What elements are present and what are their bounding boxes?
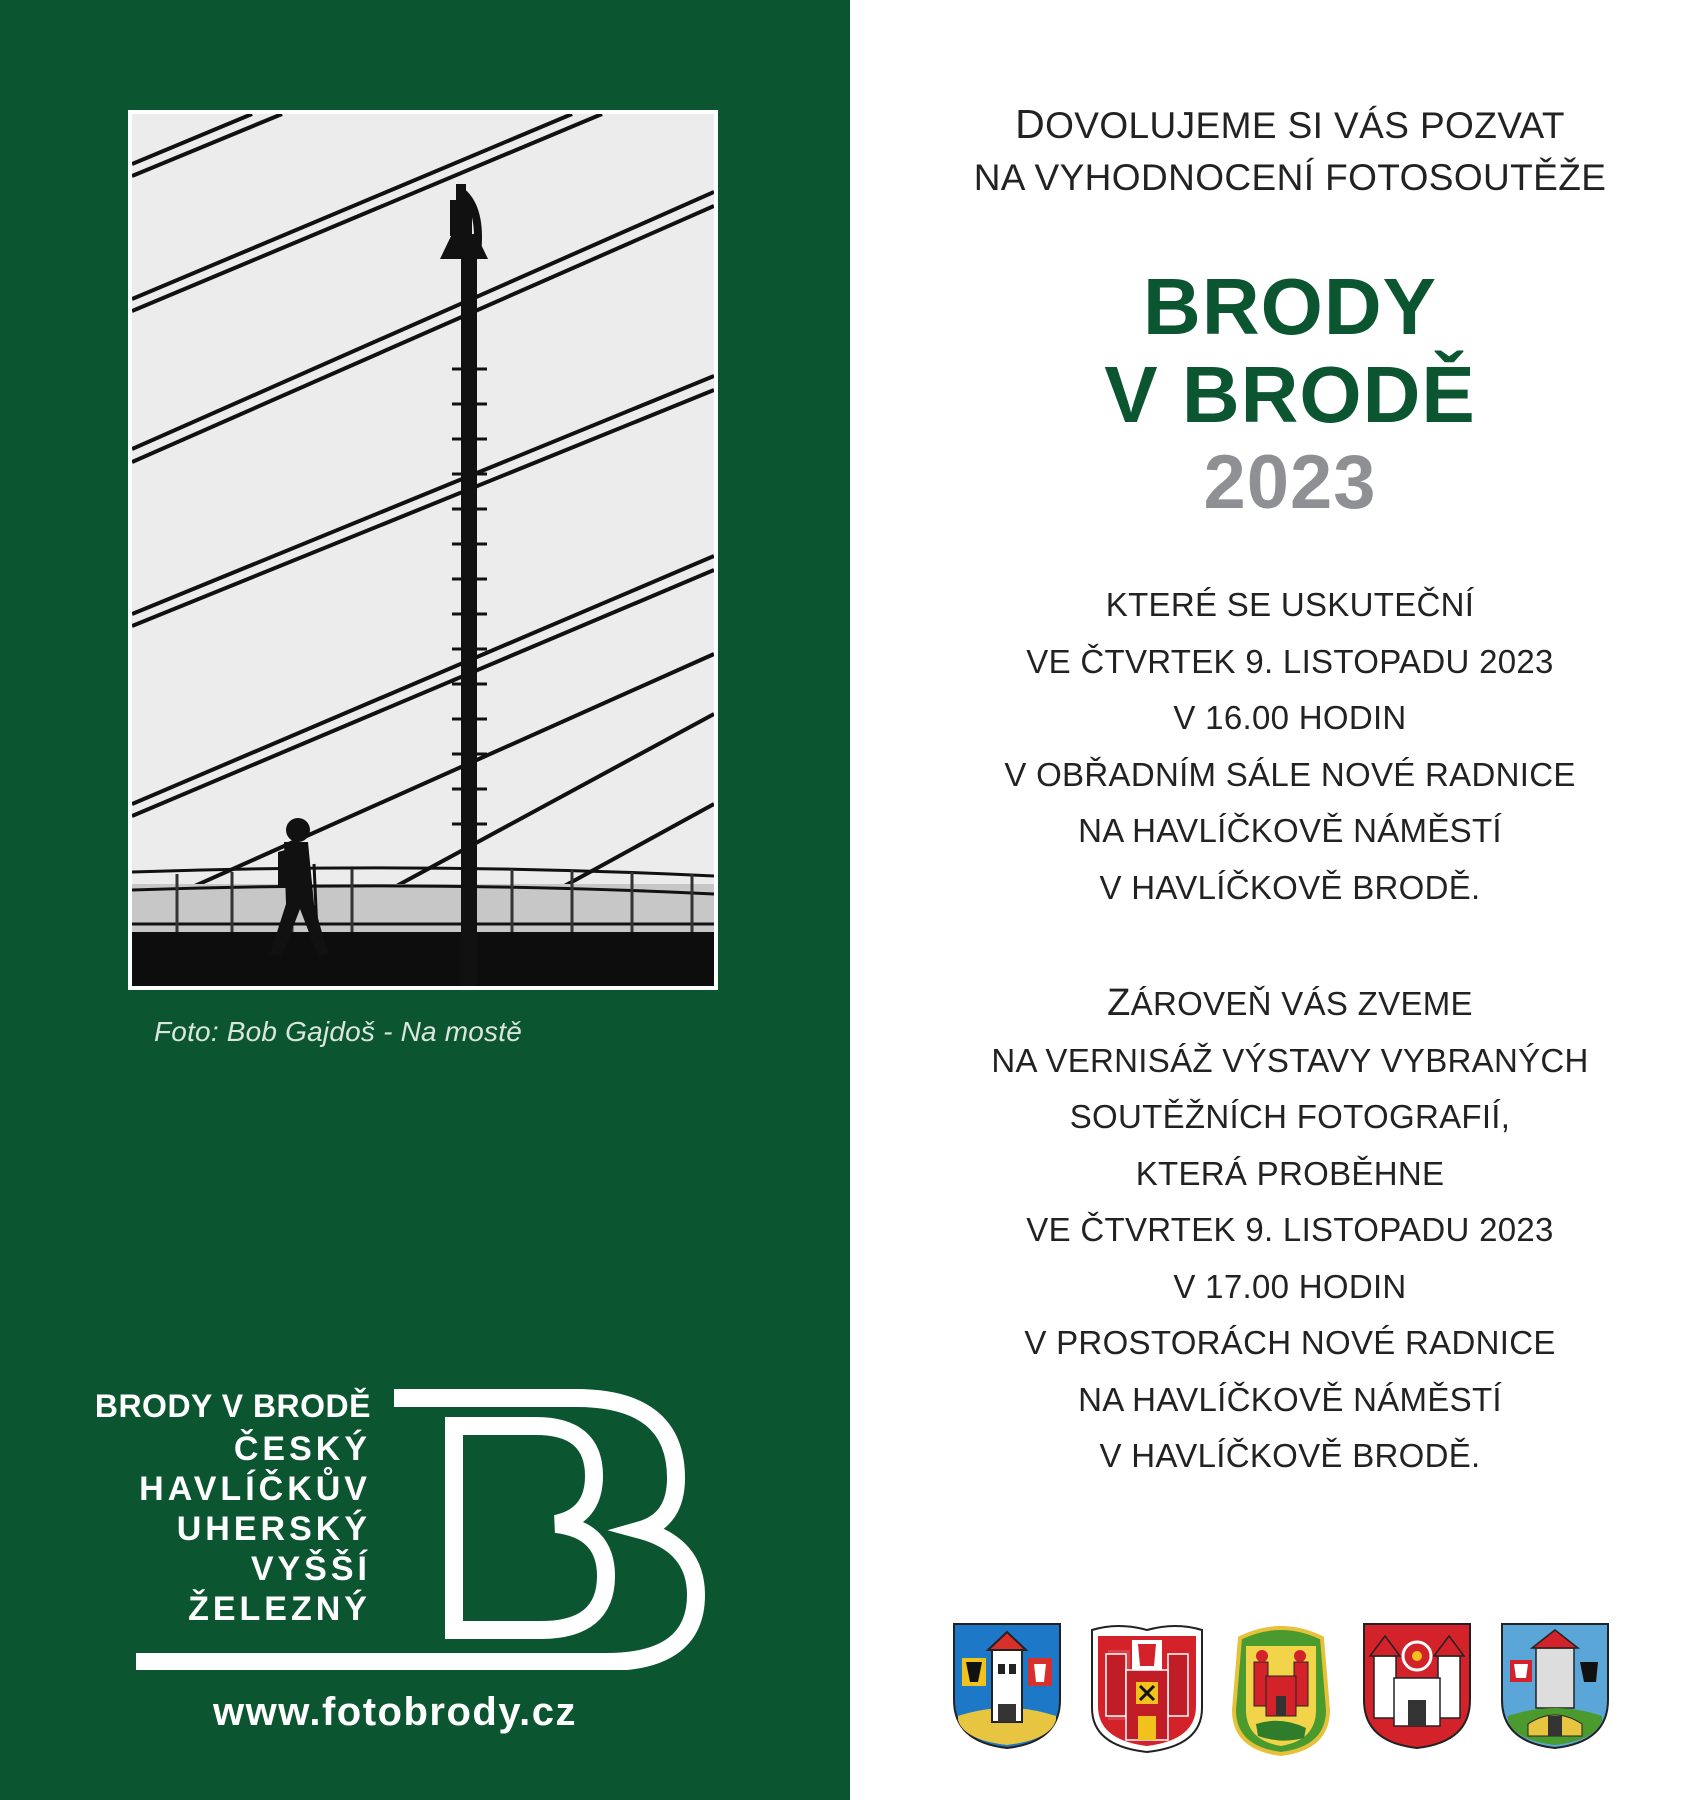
intro-line-1: DOVOLUJEME SI VÁS POZVAT — [1015, 101, 1565, 147]
detail-line: V OBŘADNÍM SÁLE NOVÉ RADNICE — [1004, 755, 1576, 793]
detail-line: VE ČTVRTEK 9. LISTOPADU 2023 — [1026, 1211, 1554, 1248]
logo-line-havlickuv: HAVLÍČKŮV — [139, 1470, 371, 1508]
invitation-intro — [850, 98, 1700, 204]
detail-line: NA HAVLÍČKOVĚ NÁMĚSTÍ — [1078, 1380, 1502, 1418]
logo-line-brody-v-brode: BRODY V BRODĚ — [94, 1388, 371, 1424]
logo-line-uhersky: UHERSKÝ — [176, 1510, 371, 1548]
detail-line: ZÁROVEŇ VÁS ZVEME — [1107, 982, 1473, 1024]
coat-of-arms-havlickuv-brod-icon — [1088, 1620, 1206, 1756]
detail-line: V HAVLÍČKOVĚ BRODĚ. — [1099, 868, 1481, 906]
coats-of-arms-row — [950, 1620, 1650, 1760]
detail-line: KTERÉ SE USKUTEČNÍ — [1105, 586, 1475, 623]
intro-line-2: NA VYHODNOCENÍ FOTOSOUTĚŽE — [973, 157, 1607, 198]
detail-line: KTERÁ PROBĚHNE — [1135, 1154, 1445, 1192]
event-year: 2023 — [1203, 440, 1377, 525]
logo-line-zelezny: ŽELEZNÝ — [188, 1590, 371, 1628]
coat-of-arms-uhersky-brod-icon — [1228, 1620, 1334, 1758]
detail-line: V 16.00 HODIN — [1173, 699, 1407, 736]
brody-v-brode-logo — [94, 1380, 736, 1670]
logo-line-vyssi: VYŠŠÍ — [250, 1550, 371, 1588]
event-title-line-2: V BRODĚ — [1104, 350, 1476, 439]
right-panel — [850, 0, 1700, 1800]
detail-line: V 17.00 HODIN — [1173, 1267, 1407, 1305]
detail-line: SOUTĚŽNÍCH FOTOGRAFIÍ, — [1069, 1098, 1511, 1135]
coat-of-arms-cesky-brod-icon — [950, 1620, 1064, 1752]
coat-of-arms-zelezny-brod-icon — [1498, 1620, 1612, 1752]
detail-line: V HAVLÍČKOVĚ BRODĚ. — [1099, 1437, 1481, 1474]
website-link[interactable]: www.fotobrody.cz — [213, 1690, 577, 1734]
event-details-vernissage — [850, 975, 1700, 1485]
photo-caption: Foto: Bob Gajdoš - Na mostě — [154, 1016, 523, 1047]
logo-line-cesky: ČESKÝ — [233, 1430, 371, 1468]
detail-line: VE ČTVRTEK 9. LISTOPADU 2023 — [1026, 642, 1554, 680]
coat-of-arms-vyssi-brod-icon — [1360, 1620, 1474, 1752]
event-details-evaluation — [850, 577, 1700, 916]
detail-line: V PROSTORÁCH NOVÉ RADNICE — [1024, 1324, 1556, 1361]
featured-photo — [128, 110, 718, 990]
detail-line: NA VERNISÁŽ VÝSTAVY VYBRANÝCH — [991, 1041, 1589, 1079]
bridge-photo-image — [132, 114, 714, 986]
detail-line: NA HAVLÍČKOVĚ NÁMĚSTÍ — [1078, 812, 1502, 849]
event-title-line-1: BRODY — [1143, 262, 1437, 351]
